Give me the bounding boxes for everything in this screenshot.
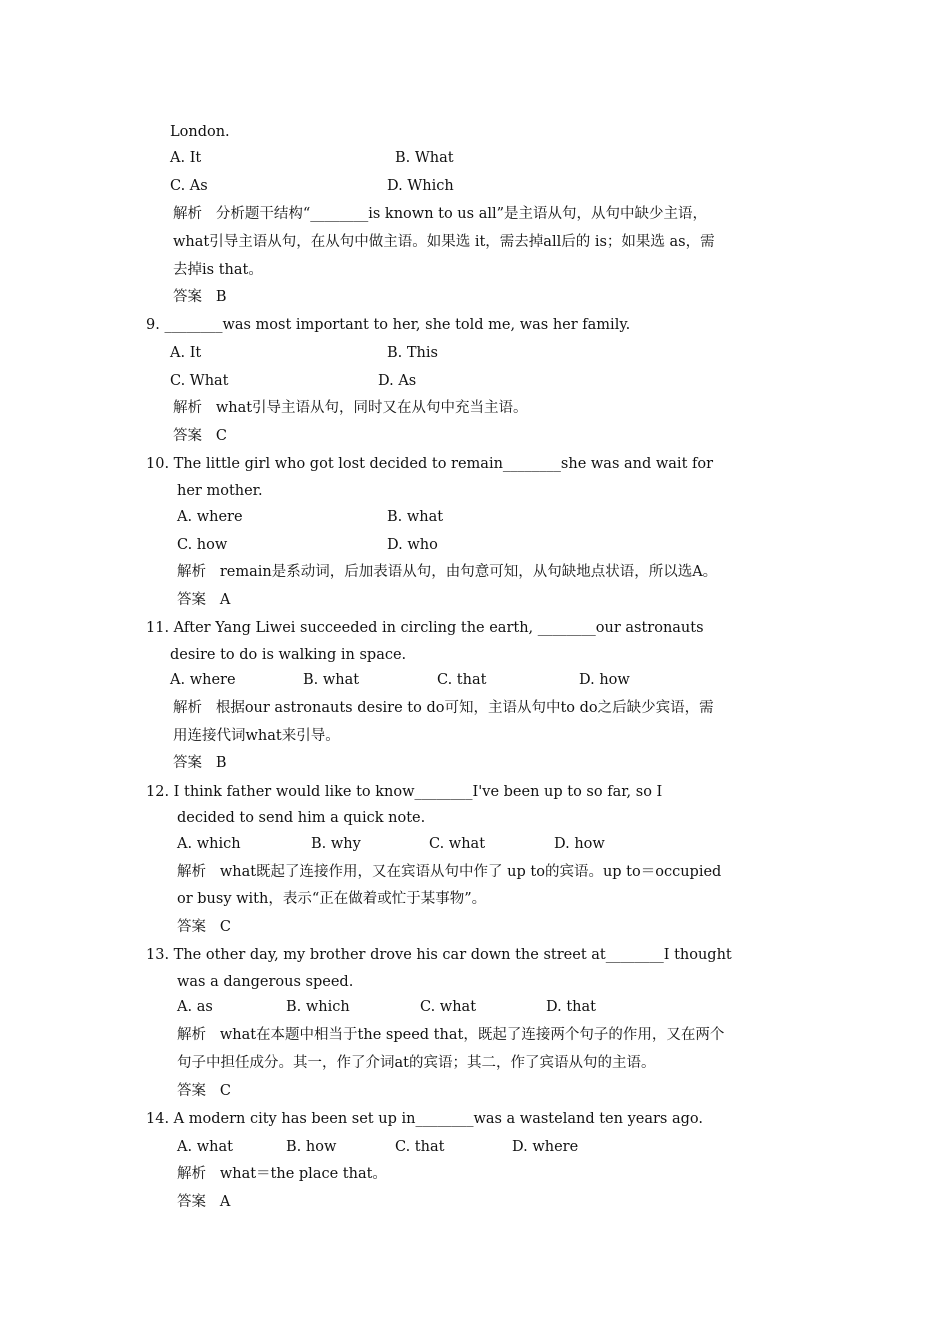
question-text: her mother. [177, 483, 263, 499]
answer-line: 答案 C [173, 428, 227, 444]
analysis-line: 解析 what在本题中相当于the speed that，既起了连接两个句子的作用，又在两个 [177, 1027, 725, 1043]
option-a: A. where [177, 509, 243, 525]
question-text: London. [170, 124, 230, 140]
answer-line: 答案 A [177, 592, 231, 608]
option-d: D. Which [387, 178, 454, 194]
option-b: B. What [395, 150, 454, 166]
analysis-line: 解析 what引导主语从句，同时又在从句中充当主语。 [173, 400, 528, 416]
analysis-line: 解析 remain是系动词，后加表语从句，由句意可知，从句缺地点状语，所以选A。 [177, 564, 718, 580]
option-b: B. which [286, 999, 350, 1015]
option-d: D. where [512, 1139, 579, 1155]
option-d: D. how [579, 672, 630, 688]
question-text: decided to send him a quick note. [177, 810, 426, 826]
option-c: C. that [437, 672, 487, 688]
analysis-line: 解析 what＝the place that。 [177, 1166, 387, 1182]
option-b: B. This [387, 345, 438, 361]
question-text: 14. A modern city has been set up in________was a wasteland ten years ago. [146, 1111, 703, 1127]
analysis-line: 解析 根据our astronauts desire to do可知，主语从句中to do之后缺少宾语，需 [173, 700, 714, 716]
answer-line: 答案 B [173, 755, 227, 771]
option-c: C. As [170, 178, 208, 194]
question-text: was a dangerous speed. [177, 974, 354, 990]
question-text: 10. The little girl who got lost decided to remain________she was and wait for [146, 456, 714, 472]
option-c: C. how [177, 537, 228, 553]
question-text: desire to do is walking in space. [170, 647, 407, 663]
option-a: A. what [177, 1139, 233, 1155]
option-b: B. how [286, 1139, 337, 1155]
option-a: A. It [170, 150, 202, 166]
question-text: 12. I think father would like to know________I've been up to so far, so I [146, 784, 663, 800]
option-a: A. It [170, 345, 202, 361]
option-d: D. As [378, 373, 417, 389]
analysis-line: 解析 what既起了连接作用，又在宾语从句中作了 up to的宾语。up to＝occupied [177, 864, 722, 880]
option-c: C. what [420, 999, 477, 1015]
option-a: A. which [177, 836, 241, 852]
question-text: 13. The other day, my brother drove his car down the street at________I thought [146, 947, 732, 963]
question-text: 9. ________was most important to her, she told me, was her family. [146, 317, 631, 333]
option-c: C. what [429, 836, 486, 852]
option-d: D. who [387, 537, 438, 553]
option-c: C. that [395, 1139, 445, 1155]
option-b: B. what [303, 672, 360, 688]
option-b: B. what [387, 509, 444, 525]
analysis-line: 解析 分析题干结构“________is known to us all”是主语从句，从句中缺少主语， [173, 206, 708, 222]
analysis-line: 用连接代词what来引导。 [173, 728, 340, 744]
option-b: B. why [311, 836, 361, 852]
analysis-line: 去掉is that。 [173, 262, 263, 278]
analysis-line: or busy with，表示“正在做着或忙于某事物”。 [177, 891, 487, 907]
option-a: A. where [170, 672, 236, 688]
answer-line: 答案 C [177, 1083, 231, 1099]
answer-line: 答案 C [177, 919, 231, 935]
analysis-line: what引导主语从句，在从句中做主语。如果选 it，需去掉all后的 is；如果选 as，需 [173, 234, 715, 250]
answer-line: 答案 B [173, 289, 227, 305]
option-c: C. What [170, 373, 229, 389]
option-d: D. that [546, 999, 596, 1015]
answer-line: 答案 A [177, 1194, 231, 1210]
option-a: A. as [177, 999, 213, 1015]
analysis-line: 句子中担任成分。其一，作了介词at的宾语；其二，作了宾语从句的主语。 [177, 1055, 656, 1071]
option-d: D. how [554, 836, 605, 852]
question-text: 11. After Yang Liwei succeeded in circling the earth, ________our astronauts [146, 620, 704, 636]
